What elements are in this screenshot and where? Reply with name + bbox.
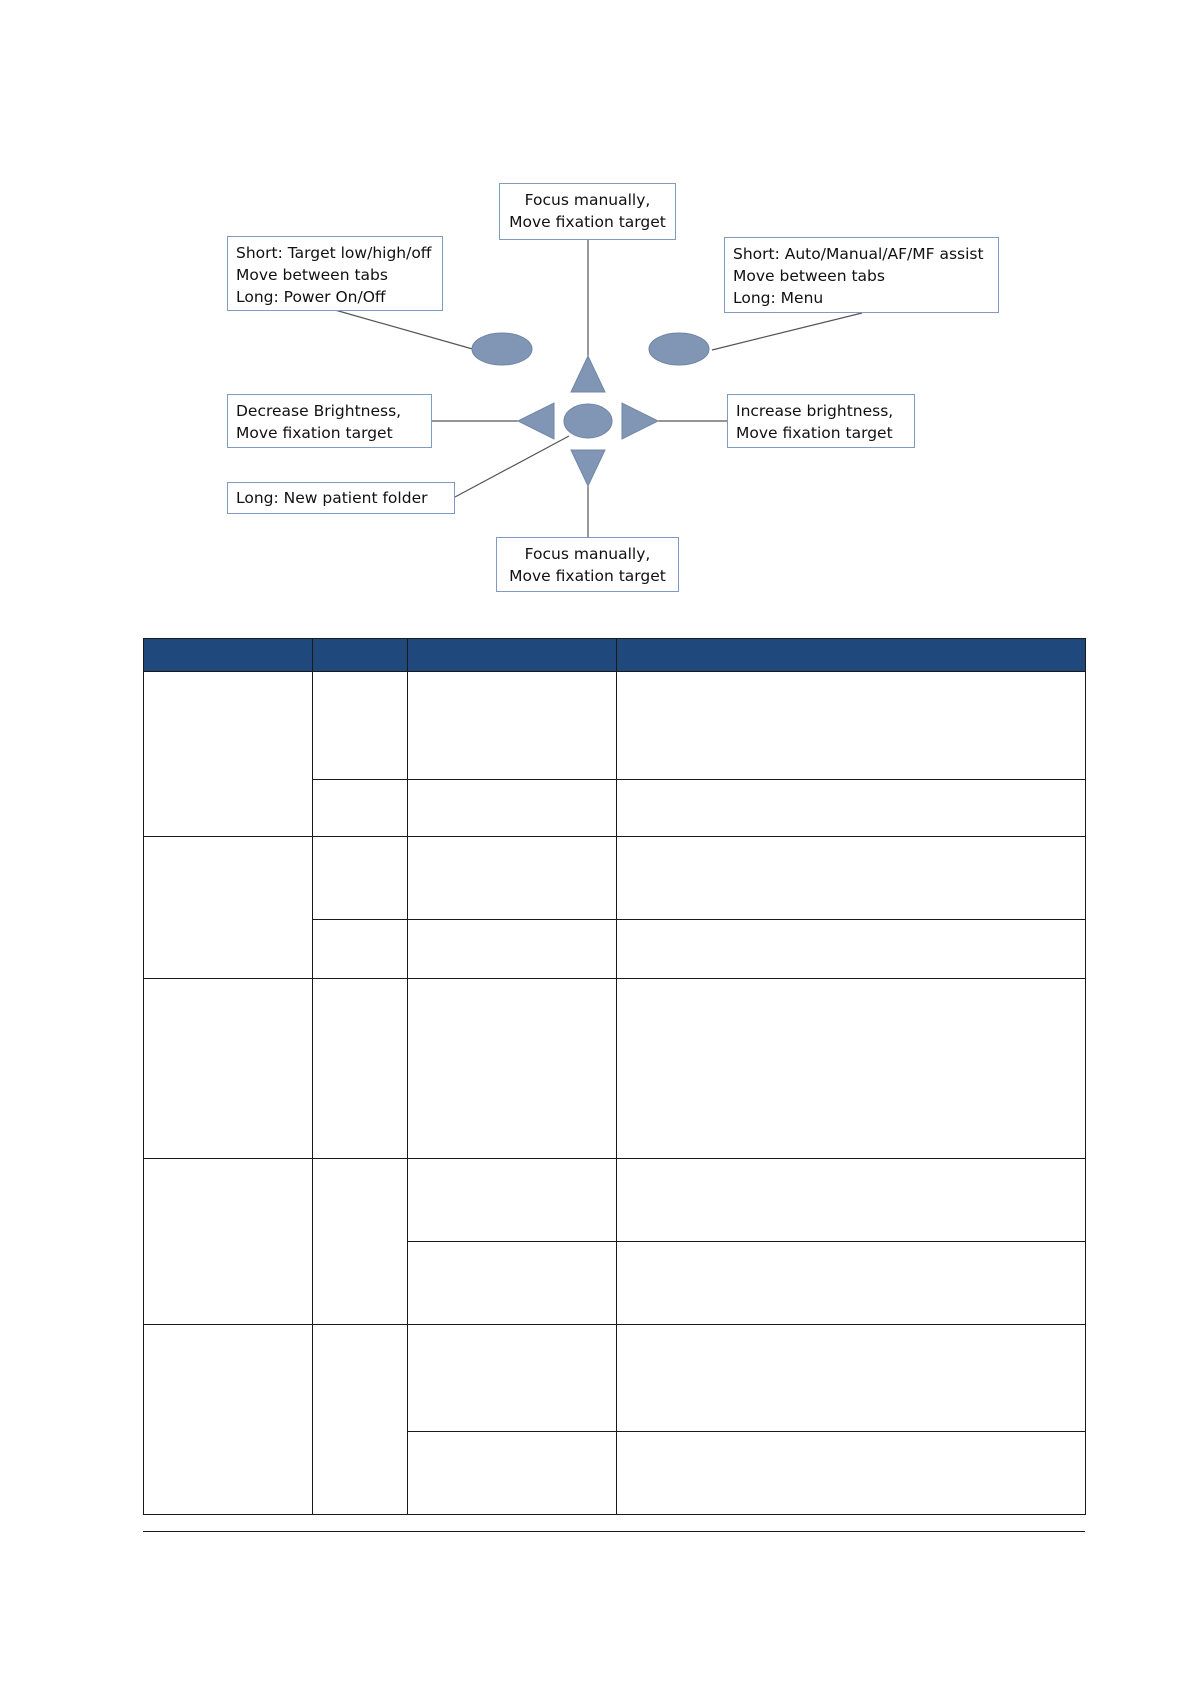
upper-right-label-line-3: Long: Menu xyxy=(733,289,824,307)
upper-left-label-line-3: Long: Power On/Off xyxy=(236,288,386,306)
table-row xyxy=(144,837,1086,920)
center-button-icon[interactable] xyxy=(564,404,612,438)
table-cell xyxy=(408,979,617,1159)
table-cell xyxy=(617,837,1086,920)
table-header-cell-4 xyxy=(617,639,1086,672)
table-cell xyxy=(313,837,408,920)
left-arrow-icon[interactable] xyxy=(518,403,554,439)
right-label-box xyxy=(727,394,915,448)
left-label-line-1: Decrease Brightness, xyxy=(236,402,402,420)
upper-right-label-line-2: Move between tabs xyxy=(733,267,885,285)
table-cell xyxy=(313,780,408,837)
table-cell xyxy=(144,1159,313,1325)
table-cell xyxy=(313,920,408,979)
table-cell xyxy=(617,1325,1086,1432)
table-cell xyxy=(144,672,313,837)
upper-right-button-icon[interactable] xyxy=(649,333,709,365)
connector-upper-left xyxy=(335,310,476,350)
top-label-line-1: Focus manually, xyxy=(524,191,651,209)
table-cell xyxy=(617,780,1086,837)
table-cell xyxy=(617,672,1086,780)
table-cell xyxy=(617,1242,1086,1325)
up-arrow-icon[interactable] xyxy=(571,356,605,392)
table-cell xyxy=(144,1325,313,1515)
table-cell xyxy=(408,1242,617,1325)
table-cell xyxy=(313,1159,408,1325)
table-cell xyxy=(408,837,617,920)
table-cell xyxy=(144,837,313,979)
bottom-label-box xyxy=(496,537,679,592)
upper-left-label-line-2: Move between tabs xyxy=(236,266,388,284)
left-label-box xyxy=(227,394,432,448)
table-cell xyxy=(144,979,313,1159)
diagram-graphics xyxy=(0,0,1191,600)
table-header-cell-2 xyxy=(313,639,408,672)
table-cell xyxy=(408,1325,617,1432)
table-row xyxy=(144,672,1086,780)
right-label-line-1: Increase brightness, xyxy=(736,402,894,420)
center-long-label-line-1: Long: New patient folder xyxy=(236,489,428,507)
table-header-cell-3 xyxy=(408,639,617,672)
table-cell xyxy=(408,1159,617,1242)
upper-left-label-line-1: Short: Target low/high/off xyxy=(236,244,432,262)
table-cell xyxy=(617,920,1086,979)
top-label-box xyxy=(499,183,676,240)
upper-right-label-line-1: Short: Auto/Manual/AF/MF assist xyxy=(733,245,984,263)
table-row xyxy=(144,979,1086,1159)
table-cell xyxy=(617,1159,1086,1242)
table-cell xyxy=(408,920,617,979)
table-header-row xyxy=(144,639,1086,672)
left-label-line-2: Move fixation target xyxy=(236,424,393,442)
bottom-label-line-2: Move fixation target xyxy=(509,567,666,585)
right-label-line-2: Move fixation target xyxy=(736,424,893,442)
table-cell xyxy=(617,979,1086,1159)
table-cell xyxy=(313,672,408,780)
center-long-label-box xyxy=(227,482,455,514)
connector-center-long xyxy=(455,436,569,497)
footer-rule xyxy=(143,1531,1085,1532)
controls-table xyxy=(143,638,1086,1515)
table-header-cell-1 xyxy=(144,639,313,672)
table-cell xyxy=(408,672,617,780)
table-row xyxy=(144,1159,1086,1242)
upper-right-label-box xyxy=(724,237,999,313)
table-cell xyxy=(408,1432,617,1515)
table-cell xyxy=(313,979,408,1159)
table-cell xyxy=(408,780,617,837)
bottom-label-line-1: Focus manually, xyxy=(524,545,651,563)
down-arrow-icon[interactable] xyxy=(571,450,605,486)
right-arrow-icon[interactable] xyxy=(622,403,658,439)
connector-upper-right xyxy=(712,313,862,350)
table-row xyxy=(144,1325,1086,1432)
control-diagram xyxy=(0,0,1191,600)
top-label-line-2: Move fixation target xyxy=(509,213,666,231)
table-cell xyxy=(313,1325,408,1515)
table-cell xyxy=(617,1432,1086,1515)
upper-left-button-icon[interactable] xyxy=(472,333,532,365)
upper-left-label-box xyxy=(227,236,443,311)
